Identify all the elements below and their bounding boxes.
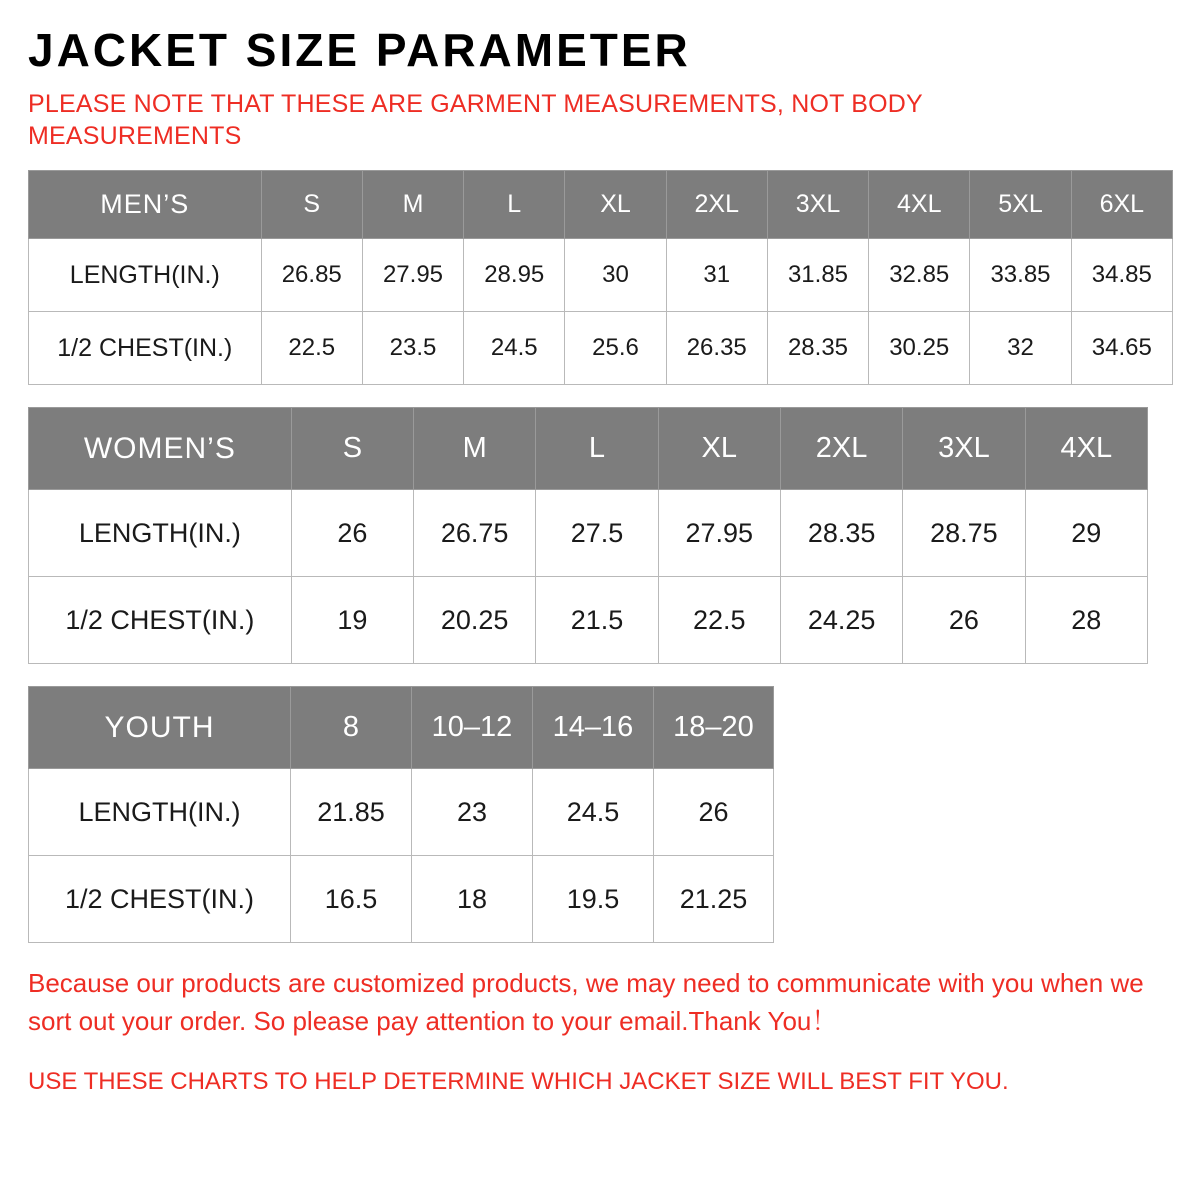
table-cell: 22.5 <box>658 577 780 664</box>
table-header-row <box>29 171 1173 239</box>
column-header: 2XL <box>666 171 767 239</box>
table-cell: 31.85 <box>767 239 868 312</box>
column-header: YOUTH <box>29 687 291 769</box>
table-cell: 21.85 <box>291 769 412 856</box>
column-header: M <box>414 408 536 490</box>
table-cell: 26.35 <box>666 312 767 385</box>
table-cell: 28.35 <box>780 490 902 577</box>
table-row <box>29 577 1148 664</box>
column-header: S <box>261 171 362 239</box>
table-cell: 28.35 <box>767 312 868 385</box>
table-cell: 22.5 <box>261 312 362 385</box>
column-header: 3XL <box>903 408 1025 490</box>
table-row <box>29 239 1173 312</box>
page-title: JACKET SIZE PARAMETER <box>28 24 691 76</box>
column-header: 14–16 <box>533 687 654 769</box>
table-row <box>29 769 774 856</box>
table-header-row <box>29 687 774 769</box>
row-label: LENGTH(IN.) <box>29 490 292 577</box>
table-cell: 24.5 <box>464 312 565 385</box>
table-cell: 18 <box>412 856 533 943</box>
table-cell: 27.95 <box>362 239 463 312</box>
row-label: LENGTH(IN.) <box>29 239 262 312</box>
table-cell: 32.85 <box>869 239 970 312</box>
chart-usage-notice: USE THESE CHARTS TO HELP DETERMINE WHICH JACKET SIZE WILL BEST FIT YOU. <box>28 1067 1009 1095</box>
table-row <box>29 312 1173 385</box>
column-header: XL <box>658 408 780 490</box>
table-cell: 24.5 <box>533 769 654 856</box>
column-header: 4XL <box>1025 408 1147 490</box>
column-header: 4XL <box>869 171 970 239</box>
table-cell: 28.95 <box>464 239 565 312</box>
table-cell: 25.6 <box>565 312 666 385</box>
youth-size-table <box>28 686 774 943</box>
table-cell: 26.75 <box>414 490 536 577</box>
row-label: 1/2 CHEST(IN.) <box>29 312 262 385</box>
column-header: L <box>464 171 565 239</box>
customization-notice: Because our products are customized products, we may need to communicate with you when we sort out your order. So please pay attention to your email.Thank You！ <box>28 968 1144 1036</box>
table-cell: 20.25 <box>414 577 536 664</box>
table-cell: 27.5 <box>536 490 658 577</box>
column-header: 3XL <box>767 171 868 239</box>
table-cell: 33.85 <box>970 239 1071 312</box>
table-header-row <box>29 408 1148 490</box>
column-header: S <box>291 408 413 490</box>
table-cell: 26 <box>291 490 413 577</box>
column-header: 8 <box>291 687 412 769</box>
table-cell: 26 <box>903 577 1025 664</box>
measurement-note: PLEASE NOTE THAT THESE ARE GARMENT MEASUREMENTS, NOT BODY MEASUREMENTS <box>28 90 923 151</box>
column-header: 6XL <box>1071 171 1172 239</box>
column-header: MEN’S <box>29 171 262 239</box>
table-row <box>29 856 774 943</box>
column-header: M <box>362 171 463 239</box>
column-header: XL <box>565 171 666 239</box>
column-header: 18–20 <box>654 687 774 769</box>
mens-size-table <box>28 170 1173 385</box>
column-header: L <box>536 408 658 490</box>
table-cell: 30.25 <box>869 312 970 385</box>
table-row <box>29 490 1148 577</box>
table-cell: 34.85 <box>1071 239 1172 312</box>
table-cell: 27.95 <box>658 490 780 577</box>
womens-size-table <box>28 407 1148 664</box>
column-header: 10–12 <box>412 687 533 769</box>
table-cell: 29 <box>1025 490 1147 577</box>
row-label: LENGTH(IN.) <box>29 769 291 856</box>
table-cell: 21.5 <box>536 577 658 664</box>
table-cell: 34.65 <box>1071 312 1172 385</box>
table-cell: 30 <box>565 239 666 312</box>
table-cell: 23.5 <box>362 312 463 385</box>
table-cell: 32 <box>970 312 1071 385</box>
column-header: 5XL <box>970 171 1071 239</box>
table-cell: 23 <box>412 769 533 856</box>
table-cell: 16.5 <box>291 856 412 943</box>
column-header: WOMEN’S <box>29 408 292 490</box>
table-cell: 28 <box>1025 577 1147 664</box>
column-header: 2XL <box>780 408 902 490</box>
table-cell: 28.75 <box>903 490 1025 577</box>
table-cell: 26.85 <box>261 239 362 312</box>
row-label: 1/2 CHEST(IN.) <box>29 856 291 943</box>
table-cell: 19 <box>291 577 413 664</box>
table-cell: 21.25 <box>654 856 774 943</box>
table-cell: 19.5 <box>533 856 654 943</box>
row-label: 1/2 CHEST(IN.) <box>29 577 292 664</box>
table-cell: 26 <box>654 769 774 856</box>
table-cell: 31 <box>666 239 767 312</box>
table-cell: 24.25 <box>780 577 902 664</box>
